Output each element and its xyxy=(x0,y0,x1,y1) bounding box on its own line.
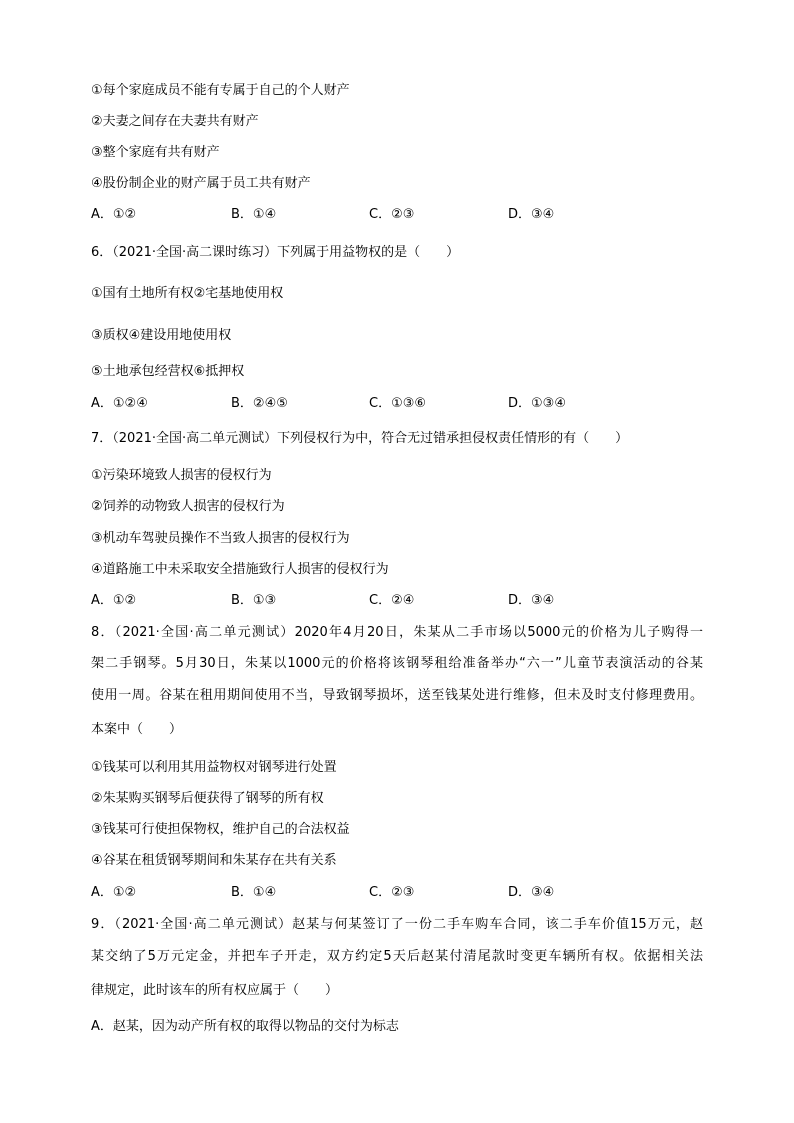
q8-stem-line-4: 本案中（ ） xyxy=(91,722,183,737)
q5-option-c: C．②③ xyxy=(369,207,415,222)
q9-stem-line-2 xyxy=(91,948,703,966)
q7-option-c: C．②④ xyxy=(369,593,415,608)
q7-item-1: ①污染环境致人损害的侵权行为 xyxy=(91,468,272,483)
q8-item-2: ②朱某购买钢琴后便获得了钢琴的所有权 xyxy=(91,791,324,806)
q9-stem-line-3: 律规定，此时该车的所有权应属于（ ） xyxy=(91,983,339,998)
q8-stem-text-3: 使用一周。谷某在租用期间使用不当，导致钢琴损坏，送至钱某处进行维修，但未及时支付修理费用。 xyxy=(91,688,703,703)
q7-option-a: A．①② xyxy=(91,593,137,608)
q8-item-4: ④谷某在租赁钢琴期间和朱某存在共有关系 xyxy=(91,853,337,868)
q5-option-b: B．①④ xyxy=(231,207,277,222)
q9-stem-line-1 xyxy=(91,916,703,934)
q5-option-d: D．③④ xyxy=(508,207,555,222)
q9-stem-text-2: 某交纳了5万元定金，并把车子开走，双方约定5天后赵某付清尾款时变更车辆所有权。依据相关法 xyxy=(91,949,703,964)
q7-item-2: ②饲养的动物致人损害的侵权行为 xyxy=(91,499,285,514)
q7-stem: 7．（2021·全国·高二单元测试）下列侵权行为中，符合无过错承担侵权责任情形的有（ ） xyxy=(91,431,629,446)
q6-option-d: D．①③④ xyxy=(508,396,566,411)
q8-options xyxy=(91,884,711,902)
q8-item-1: ①钱某可以利用其用益物权对钢琴进行处置 xyxy=(91,760,337,775)
q7-item-3: ③机动车驾驶员操作不当致人损害的侵权行为 xyxy=(91,531,350,546)
q5-options xyxy=(91,206,711,224)
q6-item-3: ⑤土地承包经营权⑥抵押权 xyxy=(91,364,245,379)
q7-options xyxy=(91,592,711,610)
q5-item-4: ④股份制企业的财产属于员工共有财产 xyxy=(91,176,311,191)
q5-item-2: ②夫妻之间存在夫妻共有财产 xyxy=(91,114,259,129)
q6-stem: 6．（2021·全国·高二课时练习）下列属于用益物权的是（ ） xyxy=(91,245,460,260)
q8-option-c: C．②③ xyxy=(369,885,415,900)
q6-item-1: ①国有土地所有权②宅基地使用权 xyxy=(91,286,284,301)
q5-option-a: A．①② xyxy=(91,207,137,222)
q7-item-4: ④道路施工中未采取安全措施致行人损害的侵权行为 xyxy=(91,562,389,577)
q6-option-a: A．①②④ xyxy=(91,396,148,411)
q8-stem-line-2 xyxy=(91,655,703,673)
q7-option-b: B．①③ xyxy=(231,593,277,608)
q5-item-1: ①每个家庭成员不能有专属于自己的个人财产 xyxy=(91,83,350,98)
q5-item-3: ③整个家庭有共有财产 xyxy=(91,145,220,160)
q8-stem-text-1: 8．（2021·全国·高二单元测试）2020年4月20日，朱某从二手市场以5000元的价格为儿子购得一 xyxy=(91,625,703,640)
q8-option-d: D．③④ xyxy=(508,885,555,900)
q6-options xyxy=(91,395,711,413)
q6-option-b: B．②④⑤ xyxy=(231,396,288,411)
q8-option-a: A．①② xyxy=(91,885,137,900)
q9-option-a: A．赵某，因为动产所有权的取得以物品的交付为标志 xyxy=(91,1019,399,1034)
q9-stem-text-1: 9．（2021·全国·高二单元测试）赵某与何某签订了一份二手车购车合同，该二手车价值15万元，赵 xyxy=(91,917,703,932)
q6-item-2: ③质权④建设用地使用权 xyxy=(91,328,232,343)
q8-stem-line-1 xyxy=(91,624,703,642)
q7-option-d: D．③④ xyxy=(508,593,555,608)
q8-item-3: ③钱某可行使担保物权，维护自己的合法权益 xyxy=(91,822,350,837)
q6-option-c: C．①③⑥ xyxy=(369,396,427,411)
q8-option-b: B．①④ xyxy=(231,885,277,900)
q8-stem-text-2: 架二手钢琴。5月30日，朱某以1000元的价格将该钢琴租给准备举办“六一”儿童节表演活动的谷某 xyxy=(91,656,703,671)
q8-stem-line-3 xyxy=(91,687,703,705)
